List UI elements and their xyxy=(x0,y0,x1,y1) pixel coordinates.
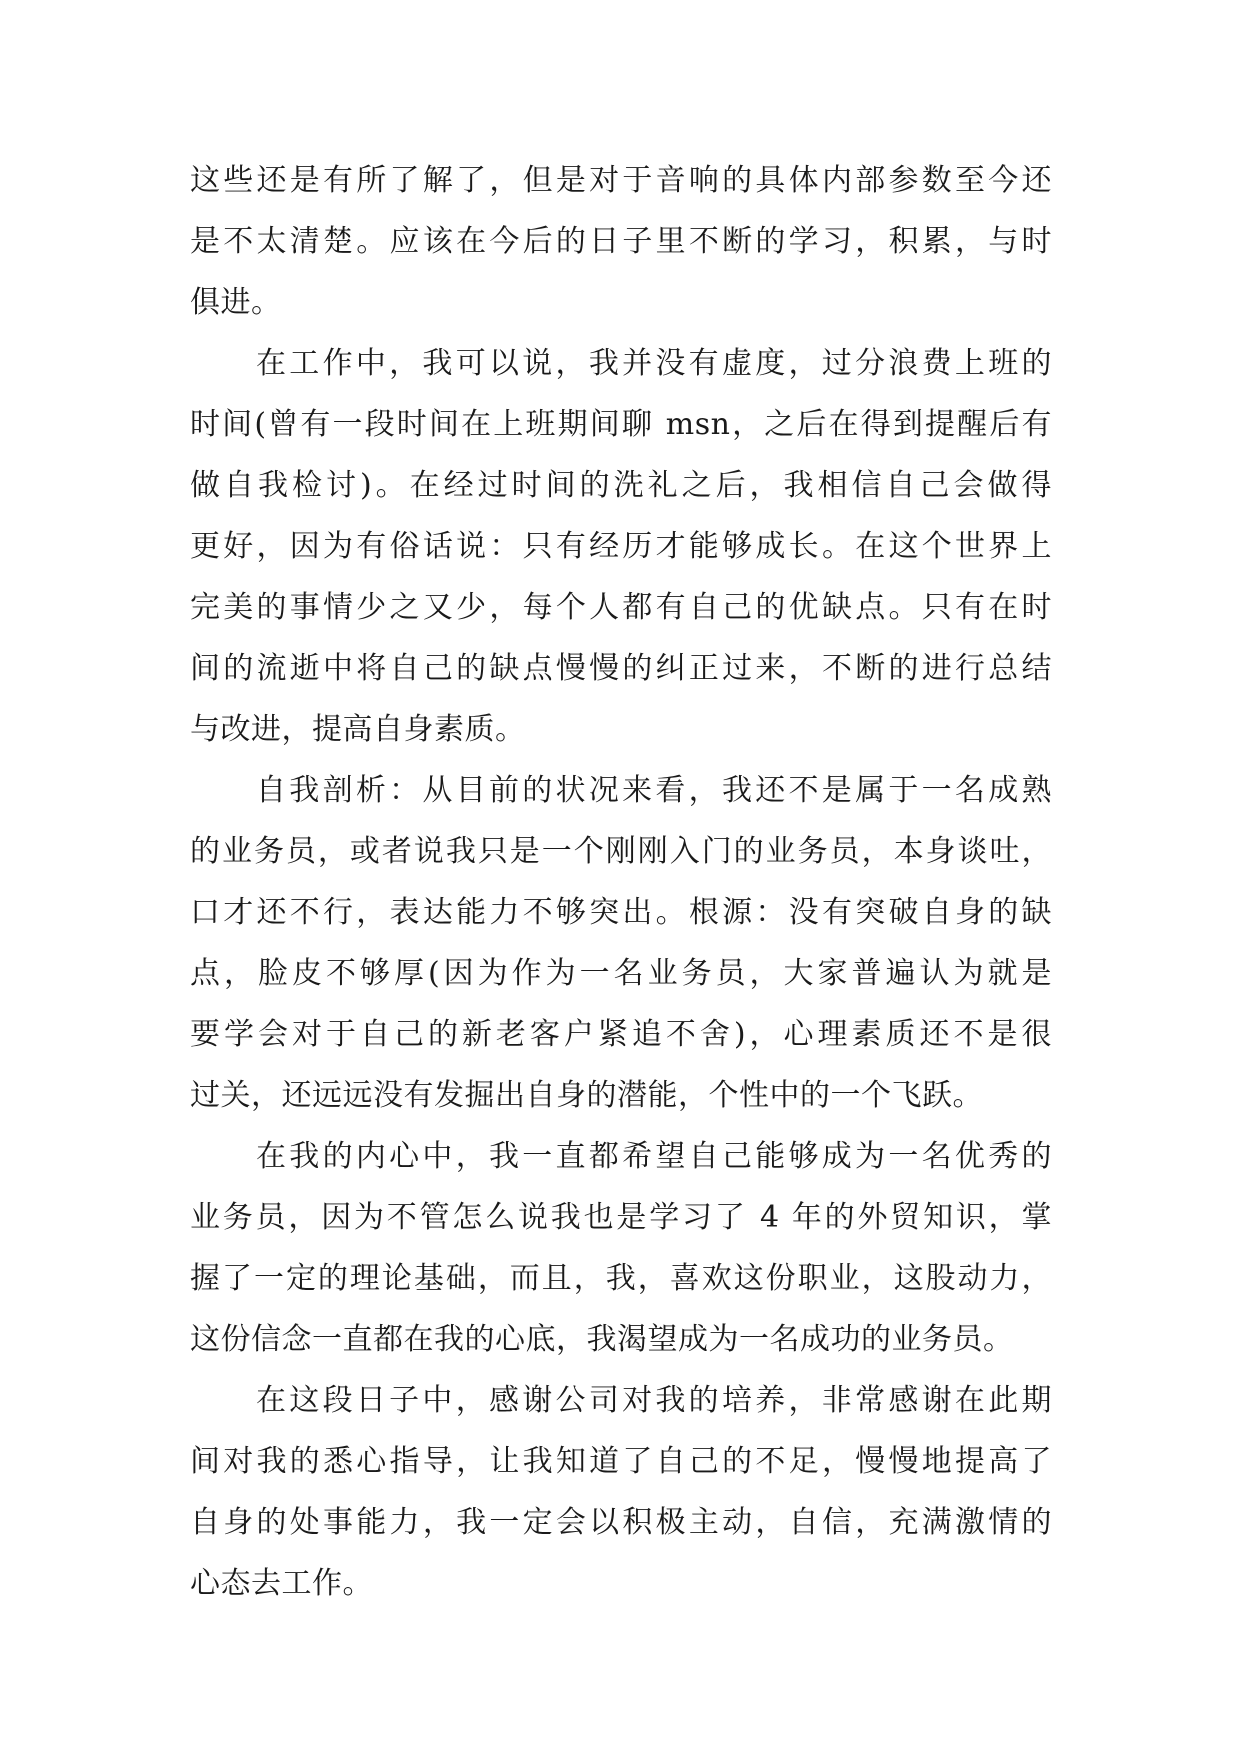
text-line: 在工作中，我可以说，我并没有虚度，过分浪费上班的 xyxy=(256,346,1052,381)
text-line: 口才还不行，表达能力不够突出。根源：没有突破自身的缺 xyxy=(190,895,1052,930)
text-line: 与改进，提高自身素质。 xyxy=(190,712,526,747)
text-line: 是不太清楚。应该在今后的日子里不断的学习，积累，与时 xyxy=(190,224,1052,259)
text-line: 心态去工作。 xyxy=(190,1566,373,1601)
text-line: 点，脸皮不够厚(因为作为一名业务员，大家普遍认为就是 xyxy=(190,956,1052,991)
text-line: 业务员，因为不管怎么说我也是学习了 4 年的外贸知识，掌 xyxy=(190,1200,1052,1235)
text-line: 自身的处事能力，我一定会以积极主动，自信，充满激情的 xyxy=(190,1505,1052,1540)
text-line: 更好，因为有俗话说：只有经历才能够成长。在这个世界上 xyxy=(190,529,1052,564)
text-line: 这份信念一直都在我的心底，我渴望成为一名成功的业务员。 xyxy=(190,1322,1014,1357)
document-body xyxy=(190,150,1052,1614)
text-line: 做自我检讨)。在经过时间的洗礼之后，我相信自己会做得 xyxy=(190,468,1052,503)
text-line: 要学会对于自己的新老客户紧追不舍)，心理素质还不是很 xyxy=(190,1017,1052,1052)
paragraph-2 xyxy=(190,333,1052,760)
text-line: 这些还是有所了解了，但是对于音响的具体内部参数至今还 xyxy=(190,163,1052,198)
paragraph-3 xyxy=(190,760,1052,1126)
text-line: 在我的内心中，我一直都希望自己能够成为一名优秀的 xyxy=(256,1139,1052,1174)
text-line: 握了一定的理论基础，而且，我，喜欢这份职业，这股动力， xyxy=(190,1261,1052,1296)
paragraph-1 xyxy=(190,150,1052,333)
text-line: 的业务员，或者说我只是一个刚刚入门的业务员，本身谈吐， xyxy=(190,834,1052,869)
paragraph-4 xyxy=(190,1126,1052,1370)
text-line: 过关，还远远没有发掘出自身的潜能，个性中的一个飞跃。 xyxy=(190,1078,983,1113)
text-line: 时间(曾有一段时间在上班期间聊 msn，之后在得到提醒后有 xyxy=(190,407,1052,442)
text-line: 自我剖析：从目前的状况来看，我还不是属于一名成熟 xyxy=(256,773,1052,808)
text-line: 间对我的悉心指导，让我知道了自己的不足，慢慢地提高了 xyxy=(190,1444,1052,1479)
paragraph-5 xyxy=(190,1370,1052,1614)
text-line: 完美的事情少之又少，每个人都有自己的优缺点。只有在时 xyxy=(190,590,1052,625)
text-line: 在这段日子中，感谢公司对我的培养，非常感谢在此期 xyxy=(256,1383,1052,1418)
text-line: 间的流逝中将自己的缺点慢慢的纠正过来，不断的进行总结 xyxy=(190,651,1052,686)
text-line: 俱进。 xyxy=(190,285,282,320)
